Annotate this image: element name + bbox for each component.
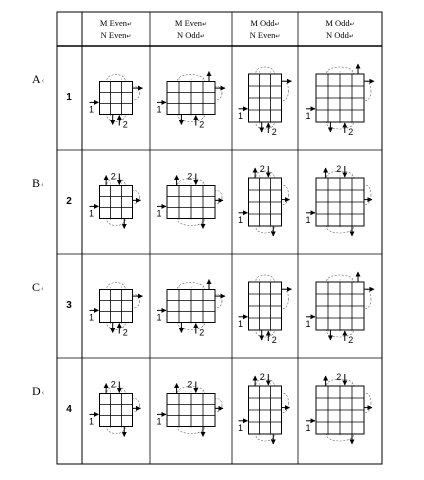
- entry-label-1-r3c4: 1: [305, 318, 311, 329]
- row-letter-a: A‹: [32, 72, 45, 86]
- entry-label-1-r1c1: 1: [88, 104, 95, 115]
- entry-label-2-r4c4: 2: [336, 372, 342, 382]
- entry-label-2-r2c2: 2: [187, 171, 193, 182]
- row-number-1: 1: [66, 92, 72, 103]
- grid-frame-r4c1: [100, 394, 133, 427]
- header-col4-line2: N Odd↵: [326, 30, 354, 40]
- entry-label-1-r1c4: 1: [305, 110, 311, 121]
- row-letter-b: B‹: [32, 176, 44, 190]
- entry-label-2-r3c3: 2: [271, 335, 277, 345]
- entry-label-2-r3c4: 2: [348, 335, 354, 345]
- entry-label-1-r2c1: 1: [88, 208, 95, 219]
- entry-label-2-r3c1: 2: [122, 327, 128, 338]
- entry-label-2-r1c3: 2: [271, 127, 277, 137]
- header-col3-line1: M Odd↵: [250, 18, 280, 28]
- header-col1-line1: M Even↵: [99, 18, 133, 28]
- entry-label-1-r4c1: 1: [88, 416, 95, 427]
- entry-label-2-r3c2: 2: [199, 327, 205, 338]
- entry-label-1-r1c2: 1: [156, 104, 162, 115]
- header-col1-line2: N Even↵: [100, 30, 132, 40]
- entry-label-2-r2c1: 2: [110, 171, 116, 182]
- entry-label-1-r1c3: 1: [237, 110, 244, 121]
- grid-frame-r2c1: [100, 186, 133, 219]
- entry-label-2-r4c2: 2: [187, 379, 193, 390]
- row-letter-c: C‹: [32, 280, 44, 294]
- entry-label-2-r2c4: 2: [336, 164, 342, 174]
- header-col2-line1: M Even↵: [174, 18, 208, 28]
- entry-label-1-r4c3: 1: [237, 422, 244, 433]
- grid-frame-r1c1: [100, 82, 133, 115]
- entry-label-2-r2c3: 2: [259, 164, 265, 174]
- row-number-3: 3: [66, 300, 72, 311]
- column-headers: [100, 18, 355, 40]
- entry-label-1-r3c1: 1: [88, 312, 95, 323]
- grid-frame-r3c1: [100, 290, 133, 323]
- entry-label-1-r2c4: 1: [305, 214, 311, 225]
- entry-label-2-r1c1: 2: [122, 119, 128, 130]
- header-col4-line1: M Odd↵: [325, 18, 355, 28]
- entry-label-1-r4c4: 1: [305, 422, 311, 433]
- entry-label-1-r3c2: 1: [156, 312, 162, 323]
- entry-label-2-r4c1: 2: [110, 379, 116, 390]
- row-number-4: 4: [66, 404, 72, 415]
- entry-label-1-r2c3: 1: [237, 214, 244, 225]
- row-number-2: 2: [66, 196, 72, 207]
- row-numbers: [66, 92, 72, 415]
- entry-label-2-r1c4: 2: [348, 127, 354, 137]
- entry-label-1-r3c3: 1: [237, 318, 244, 329]
- entry-label-2-r1c2: 2: [199, 119, 205, 130]
- entry-label-2-r4c3: 2: [259, 372, 265, 382]
- entry-label-1-r4c2: 1: [156, 416, 162, 427]
- row-letter-d: D‹: [32, 384, 45, 398]
- header-col2-line2: N Odd↵: [177, 30, 205, 40]
- header-col3-line2: N Even↵: [249, 30, 281, 40]
- entry-label-1-r2c2: 1: [156, 208, 162, 219]
